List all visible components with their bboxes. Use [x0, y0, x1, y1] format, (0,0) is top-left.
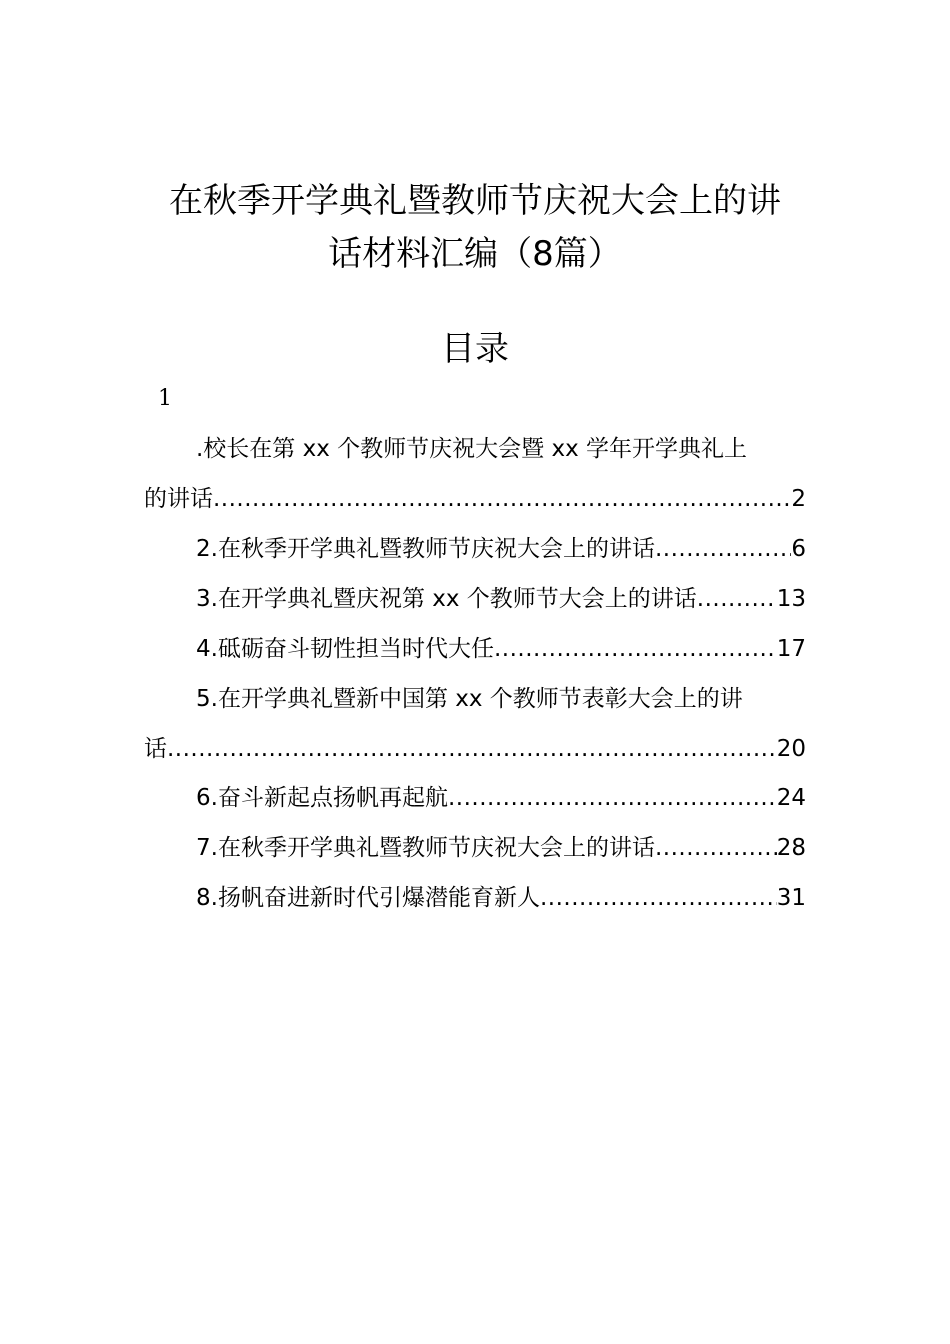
toc-entry-6-page: 24 — [776, 785, 806, 811]
toc-entry-1-line-1[interactable] — [196, 432, 806, 466]
toc-entry-8-title: 8.扬帆奋进新时代引爆潜能育新人 — [196, 885, 540, 911]
toc-entry-1-line-2[interactable] — [144, 482, 806, 516]
toc-entry-2-page: 6 — [791, 536, 806, 562]
toc-entry-4-page: 17 — [776, 636, 806, 662]
toc-entry-7[interactable] — [196, 831, 806, 865]
toc-entry-1-page: 2 — [791, 486, 806, 512]
toc-entry-3-page: 13 — [776, 586, 806, 612]
document-title-line-1: 在秋季开学典礼暨教师节庆祝大会上的讲 — [169, 181, 781, 221]
toc-entry-2[interactable] — [196, 532, 806, 566]
dot-leader — [494, 632, 777, 666]
toc-entry-2-title: 2.在秋季开学典礼暨教师节庆祝大会上的讲话 — [196, 536, 655, 562]
dot-leader — [213, 482, 791, 516]
dot-leader — [697, 582, 777, 616]
dot-leader — [655, 532, 791, 566]
toc-heading: 目录 — [441, 329, 509, 369]
toc-entry-8[interactable] — [196, 881, 806, 915]
toc-entry-3-title: 3.在开学典礼暨庆祝第 xx 个教师节大会上的讲话 — [196, 586, 697, 612]
dot-leader — [167, 732, 777, 766]
toc-entry-1-title: .校长在第 xx 个教师节庆祝大会暨 xx 学年开学典礼上 — [196, 436, 748, 462]
stray-page-number: 1 — [158, 386, 172, 411]
dot-leader — [540, 881, 777, 915]
toc-entry-5-page: 20 — [776, 736, 806, 762]
toc-entry-5-line-2[interactable] — [144, 732, 806, 766]
toc-entry-7-page: 28 — [776, 835, 806, 861]
toc-entry-4-title: 4.砥砺奋斗韧性担当时代大任 — [196, 636, 494, 662]
toc-entry-5-line-1[interactable] — [196, 682, 806, 716]
document-title-line-2: 话材料汇编（8篇） — [328, 234, 622, 274]
toc-entry-1-title-cont: 的讲话 — [144, 486, 213, 512]
toc-entry-3[interactable] — [196, 582, 806, 616]
toc-entry-7-title: 7.在秋季开学典礼暨教师节庆祝大会上的讲话 — [196, 835, 655, 861]
toc-entry-6-title: 6.奋斗新起点扬帆再起航 — [196, 785, 448, 811]
dot-leader — [448, 781, 777, 815]
toc-entry-5-title: 5.在开学典礼暨新中国第 xx 个教师节表彰大会上的讲 — [196, 686, 743, 712]
toc-entry-5-title-cont: 话 — [144, 736, 167, 762]
toc-entry-4[interactable] — [196, 632, 806, 666]
toc-entry-8-page: 31 — [776, 885, 806, 911]
toc-entry-6[interactable] — [196, 781, 806, 815]
dot-leader — [655, 831, 777, 865]
